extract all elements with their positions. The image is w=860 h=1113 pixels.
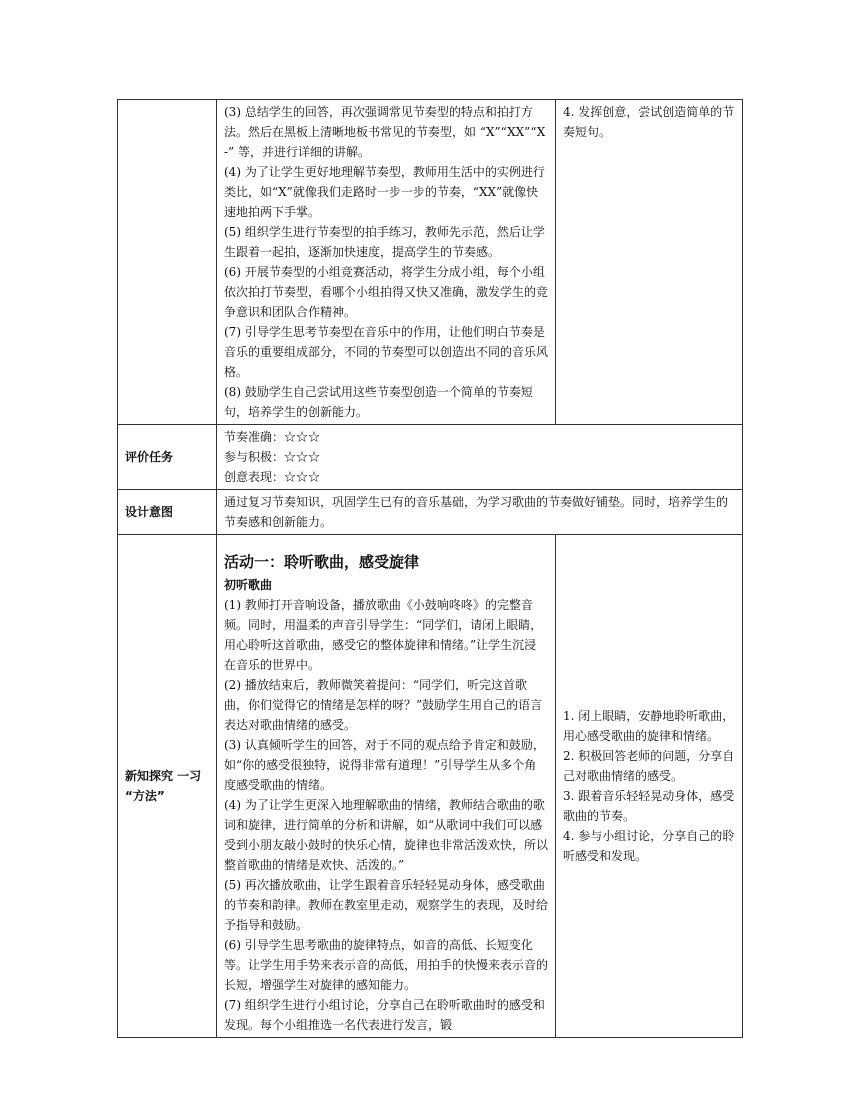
activity-title: 活动一：聆听歌曲，感受旋律 <box>224 553 420 571</box>
table-row <box>118 425 743 490</box>
new-knowledge-student-cell <box>556 535 743 1038</box>
teacher-step: (7) 引导学生思考节奏型在音乐中的作用，让他们明白节奏是音乐的重要组成部分，不同的节奏型可以创造出不同的音乐风格。 <box>224 325 549 379</box>
table-row <box>118 100 743 425</box>
row-label-empty <box>118 100 217 425</box>
student-activity-cell <box>556 100 743 425</box>
design-text: 通过复习节奏知识，巩固学生已有的音乐基础，为学习歌曲的节奏做好铺垫。同时，培养学生的节奏感和创新能力。 <box>224 495 729 529</box>
teacher-step: (7) 组织学生进行小组讨论，分享自己在聆听歌曲时的感受和发现。每个小组推选一名代表进行发言，锻 <box>224 998 545 1032</box>
table-row <box>118 535 743 1038</box>
teacher-activity-cell <box>217 100 556 425</box>
teacher-step: (2) 播放结束后，教师微笑着提问：“同学们，听完这首歌曲，你们觉得它的情绪是怎样的呀？”鼓励学生用自己的语言表达对歌曲情绪的感受。 <box>224 678 543 732</box>
new-knowledge-teacher-cell <box>217 535 556 1038</box>
teacher-step: (5) 组织学生进行节奏型的拍手练习，教师先示范，然后让学生跟着一起拍，逐渐加快速度，提高学生的节奏感。 <box>224 225 545 259</box>
teacher-step: (3) 总结学生的回答，再次强调常见节奏型的特点和拍打方法。然后在黑板上清晰地板书常见的节奏型，如 “X”“XX”“X -” 等，并进行详细的讲解。 <box>224 105 546 159</box>
student-step: 2. 积极回答老师的问题，分享自己对歌曲情绪的感受。 <box>563 749 735 783</box>
evaluation-label: 评价任务 <box>118 425 217 490</box>
teacher-step: (6) 开展节奏型的小组竞赛活动，将学生分成小组，每个小组依次拍打节奏型，看哪个小组拍得又快又准确，激发学生的竞争意识和团队合作精神。 <box>224 265 549 319</box>
new-knowledge-label: 新知探究 一习 “方法” <box>118 535 217 1038</box>
teacher-step: (1) 教师打开音响设备，播放歌曲《小鼓响咚咚》的完整音频。同时，用温柔的声音引导学生：“同学们，请闭上眼睛，用心聆听这首歌曲，感受它的整体旋律和情绪。”让学生沉浸在音乐的世界中。 <box>224 598 543 672</box>
evaluation-cell <box>217 425 743 490</box>
teacher-step: (4) 为了让学生更深入地理解歌曲的情绪，教师结合歌曲的歌词和旋律，进行简单的分析和讲解，如“从歌词中我们可以感受到小朋友敲小鼓时的快乐心情，旋律也非常活泼欢快，所以整首歌曲的情绪是欢快、活泼的。” <box>224 798 549 872</box>
evaluation-item: 创意表现：☆☆☆ <box>224 470 321 484</box>
evaluation-item: 参与积极：☆☆☆ <box>224 450 321 464</box>
teacher-step: (3) 认真倾听学生的回答，对于不同的观点给予肯定和鼓励，如“你的感受很独特，说得非常有道理！”引导学生从多个角度感受歌曲的情绪。 <box>224 738 545 792</box>
design-cell <box>217 490 743 535</box>
student-step: 4. 参与小组讨论，分享自己的聆听感受和发现。 <box>563 829 735 863</box>
student-step: 1. 闭上眼睛，安静地聆听歌曲，用心感受歌曲的旋律和情绪。 <box>563 709 735 743</box>
lesson-plan-table <box>117 99 743 1038</box>
teacher-step: (8) 鼓励学生自己尝试用这些节奏型创造一个简单的节奏短句，培养学生的创新能力。 <box>224 385 533 419</box>
teacher-step: (5) 再次播放歌曲，让学生跟着音乐轻轻晃动身体，感受歌曲的节奏和韵律。教师在教室里走动，观察学生的表现，及时给予指导和鼓励。 <box>224 878 549 932</box>
table-row <box>118 490 743 535</box>
activity-subtitle: 初听歌曲 <box>224 578 273 592</box>
student-step: 4. 发挥创意，尝试创造简单的节奏短句。 <box>563 105 735 139</box>
evaluation-item: 节奏准确：☆☆☆ <box>224 430 321 444</box>
student-step: 3. 跟着音乐轻轻晃动身体，感受歌曲的节奏。 <box>563 789 735 823</box>
design-label: 设计意图 <box>118 490 217 535</box>
teacher-step: (6) 引导学生思考歌曲的旋律特点，如音的高低、长短变化等。让学生用手势来表示音的高低，用拍手的快慢来表示音的长短，增强学生对旋律的感知能力。 <box>224 938 549 992</box>
teacher-step: (4) 为了让学生更好地理解节奏型，教师用生活中的实例进行类比，如“X”就像我们走路时一步一步的节奏，“XX”就像快速地拍两下手掌。 <box>224 165 545 219</box>
